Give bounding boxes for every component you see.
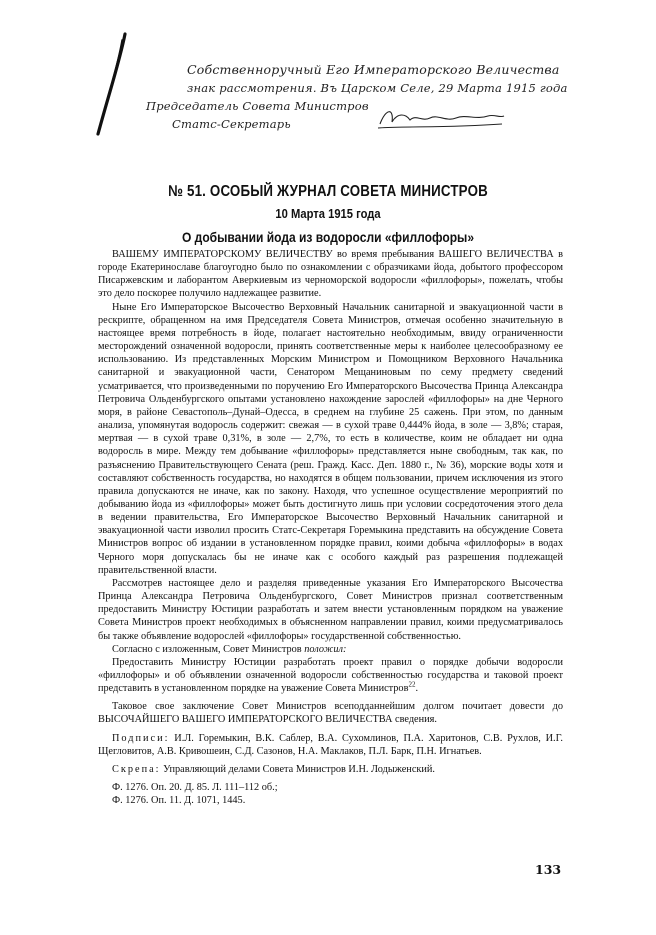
source-reference-1: Ф. 1276. Оп. 20. Д. 85. Л. 111–112 об.; <box>112 782 278 794</box>
signatures-paragraph <box>98 732 563 758</box>
resolution-line-1: Собственноручный Его Императорского Величества <box>187 62 560 77</box>
document-title: № 51. ОСОБЫЙ ЖУРНАЛ СОВЕТА МИНИСТРОВ <box>168 183 488 200</box>
handwritten-resolution <box>0 0 656 160</box>
resolution-line-2: знак рассмотрения. Въ Царском Селе, 29 Марта 1915 года <box>187 81 568 95</box>
document-body <box>98 248 563 807</box>
signatures-label: Подписи: <box>112 732 170 744</box>
handwritten-signature <box>376 104 506 132</box>
paragraph-3: Рассмотрев настоящее дело и разделяя приведенные указания Его Императорского Высочества Принца Александра Петровича Ольденбургского, Совет Министров признал соответственным предоставить Министру Юстиции разработать и затем внести установленным порядком на уважение Совета Министров проект необходимых в объясненном направлении правил, коими предусматривалось бы также объявление водорослей «филлофоры» государственной собственностью. <box>98 577 563 642</box>
page-number: 133 <box>535 862 562 877</box>
paragraph-2: Ныне Его Императорское Высочество Верховный Начальник санитарной и эвакуационной части в рескрипте, обращенном на имя Председателя Совета Министров, отмечая особенно значительную в настоящее время потребность в йоде, полагает настоятельно необходимым, ввиду ограниченности месторождений означенной водоросли, принять соответственные меры к наиболее целесообразному ее использованию. Из представленных Морским Министром и Помощником Верховного Начальника санитарной и эвакуационной части, Сенатором Мещаниновым по сему предмету сведений усматривается, что произведенными по поручению Его Императорского Высочества Принца Александра Петровича Ольденбургского опытами установлено нахождение зарослей «филлофоры» на дне Черного моря, в районе Севастополь–Дунай–Одесса, в среднем на глубине 25 сажень. При этом, по данным анализа, упомянутая водоросль содержит: свежая — в сухой траве 0,444% йода, в золе — 3,8%; старая, мертвая — в сухой траве 0,31%, в золе — 2,7%, то есть в количестве, коим не обладает ни одна водоросль в мире. Между тем добывание «филлофоры» представляется ныне свободным, так как, по разъяснению Правительствующего Сената (реш. Гражд. Касс. Деп. 1880 г., № 36), морские воды хотя и составляют собственность государства, но находятся в общем пользовании, причем исключения из этого правила допускаются не иначе, как по закону. Находя, что успешное осуществление мероприятий по добыванию йода из «филлофоры» может быть достигнуто лишь при условии сосредоточения этого дела в ведении правительства, Его Императорское Высочество Верховный Начальник санитарной и эвакуационной части изволил просить Статс-Секретаря Горемыкина представить на обсуждение Совета Министров вопрос об издании в установленном порядке правил, коими добыча «филлофоры» в водах Черного моря допускалась бы не иначе как с особого каждый раз разрешения подлежащей правительственной власти. <box>98 301 563 576</box>
handwritten-slash-mark <box>92 30 132 140</box>
footnote-reference: 22 <box>408 680 416 689</box>
paragraph-4: Предоставить Министру Юстиции разработать проект правил о порядке добычи водоросли «филлофоры» и об объявлении означенной водоросли собственностью государства и таковой проект представить в установленном порядке на уважение Совета Министров$^{22}$. <box>98 656 563 695</box>
document-date: 10 Марта 1915 года <box>275 206 381 221</box>
countersign-text: Управляющий делами Совета Министров И.Н. Лодыженский. <box>163 763 435 775</box>
resolved-prefix: Согласно с изложенным, Совет Министров <box>112 643 302 655</box>
resolution-line-4: Статс-Секретарь <box>172 117 291 131</box>
resolved-word: положил: <box>304 643 347 655</box>
document-subject: О добывании йода из водоросли «филлофоры» <box>181 229 475 245</box>
countersign-paragraph <box>98 763 563 776</box>
closing-paragraph: Таковое свое заключение Совет Министров всеподданнейшим долгом почитает довести до ВЫСОЧАЙШЕГО ВАШЕГО ИМПЕРАТОРСКОГО ВЕЛИЧЕСТВА сведения. <box>98 701 563 726</box>
resolved-line <box>98 643 563 656</box>
source-reference-2: Ф. 1276. Оп. 11. Д. 1071, 1445. <box>112 795 246 807</box>
countersign-label: Скрепа: <box>112 763 161 775</box>
signatures-names: И.Л. Горемыкин, В.К. Саблер, В.А. Сухомлинов, П.А. Харитонов, С.В. Рухлов, И.Г. Щегловитов, А.В. Кривошеин, С.Д. Сазонов, Н.А. Маклаков, П.Л. Барк, П.Н. Игнатьев. <box>98 732 563 757</box>
paragraph-1: ВАШЕМУ ИМПЕРАТОРСКОМУ ВЕЛИЧЕСТВУ во время пребывания ВАШЕГО ВЕЛИЧЕСТВА в городе Екатеринославе благоугодно было по ознакомлении с образчиками йода, добытого профессором Писаржевским и лаборантом Аверкиевым из черноморской водоросли «филлофоры», пожелать, чтобы это дело поскорее получило надлежащее развитие. <box>98 249 563 300</box>
decision-text: Предоставить Министру Юстиции разработать проект правил о порядке добычи водоросли «филлофоры» и об объявлении означенной водоросли собственностью государства и таковой проект представить в установленном порядке на уважение Совета Министров <box>98 656 563 695</box>
resolution-line-3: Председатель Совета Министров <box>146 99 369 113</box>
